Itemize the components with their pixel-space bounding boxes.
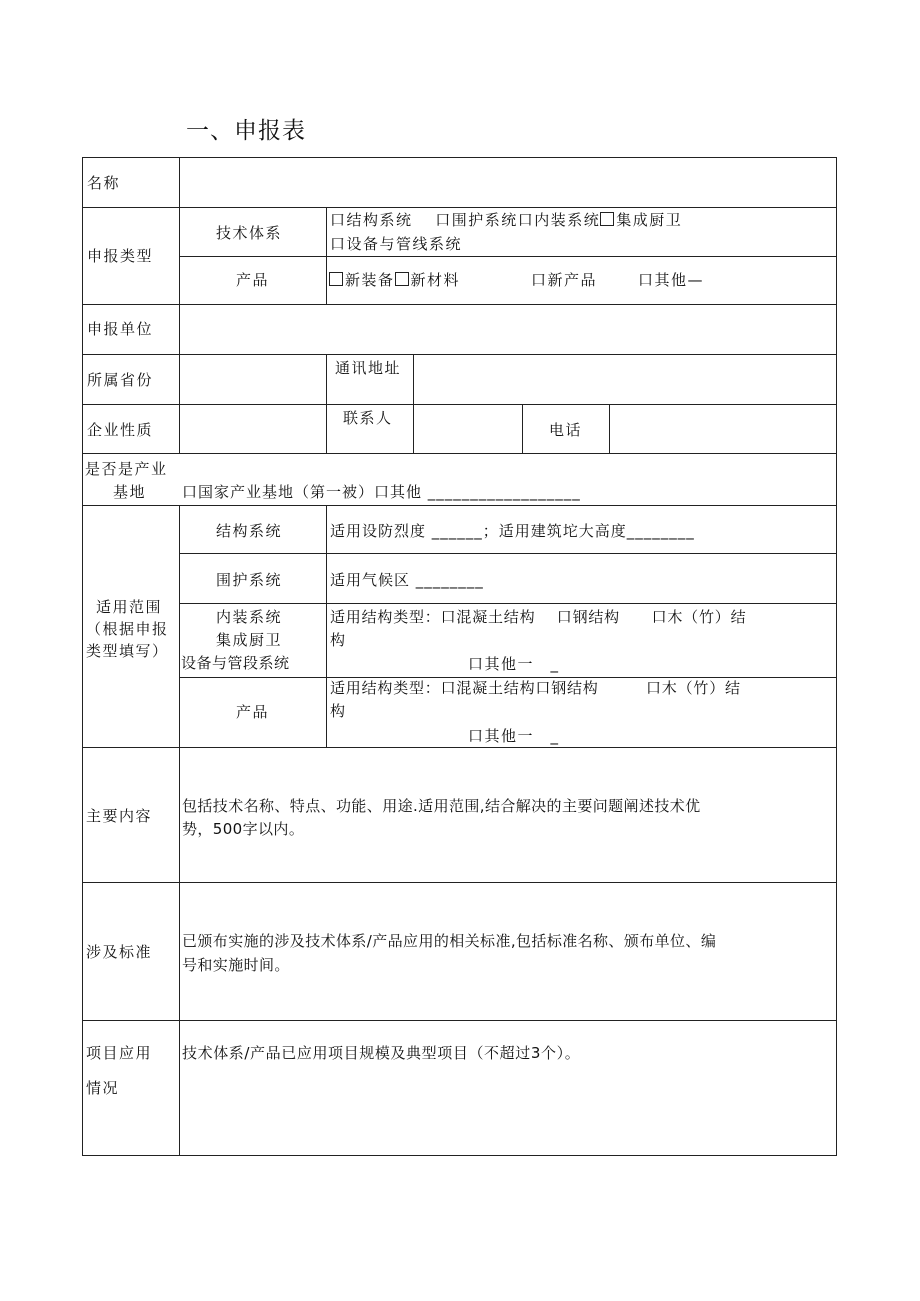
table-border-bottom [82,1155,837,1156]
base-label-line2: 基地 [113,483,147,501]
enclosure-system-value: 适用气候区 ________ [330,571,484,589]
page-title: 一、申报表 [186,118,306,144]
col-divider [326,207,327,304]
phone-label: 电话 [549,421,583,439]
new-material-checkbox[interactable] [395,272,409,286]
tech-system-options-text: 口结构系统 口围护系统口内装系统 [330,211,601,229]
content-value-line1: 包括技术名称、特点、功能、用途.适用范围,结合解决的主要问题阐述技术优 [182,797,701,815]
projects-label-line1: 项目应用 [86,1044,153,1062]
content-value-line2: 势，500字以内。 [182,820,305,838]
projects-value: 技术体系/产品已应用项目规模及典型项目（不超过3个）。 [182,1044,581,1062]
scope-label-line1: 适用范围 [96,598,163,616]
nature-label: 企业性质 [87,421,154,439]
tech-system-options-line1 [330,209,682,232]
kitchen-option-label: 集成厨卫 [616,211,683,229]
tech-system-options-line2: 口设备与管线系统 [330,235,463,253]
structure-system-value: 适用设防烈度 ______；适用建筑坨大高度________ [330,522,695,540]
scope-product-value-line3: 口其他一 _ [468,727,560,745]
unit-label: 申报单位 [87,320,154,338]
scope-label-line2: （根据申报 [86,620,169,638]
standards-label: 涉及标准 [86,943,153,961]
col-divider [522,404,523,453]
interior-value-line3: 口其他一 _ [468,655,560,673]
col-divider [326,354,327,453]
row-divider [82,505,837,506]
row-divider [82,354,837,355]
name-label: 名称 [87,174,121,192]
new-equipment-label: 新装备 [345,271,395,289]
col-divider [326,505,327,747]
row-divider [82,453,837,454]
base-label-line1: 是否是产业 [85,460,168,478]
interior-value-line1: 适用结构类型：口混凝土结构 口钢结构 口木（竹）结 [330,608,747,626]
scope-label-line3: 类型填写） [86,642,169,660]
new-product-option: 口新产品 [531,271,598,289]
row-divider [179,256,837,257]
type-label: 申报类型 [87,247,154,265]
col-divider [179,505,180,1156]
scope-product-label: 产品 [236,703,270,721]
row-divider [82,1020,837,1021]
row-divider [82,207,837,208]
projects-label-line2: 情况 [86,1079,120,1097]
contact-label: 联系人 [343,409,393,427]
new-material-label: 新材料 [410,271,461,289]
row-divider [82,404,837,405]
col-divider [413,354,414,453]
content-label: 主要内容 [86,807,153,825]
address-label: 通讯地址 [335,359,402,377]
row-divider [82,304,837,305]
interior-label-line2: 集成厨卫 [216,631,283,649]
standards-value-line2: 号和实施时间。 [182,956,290,974]
interior-value-line2: 构 [330,631,347,649]
base-value: 口国家产业基地（第一被）口其他 __________________ [182,483,581,501]
row-divider [82,882,837,883]
province-label: 所属省份 [87,371,154,389]
table-border-top [82,157,837,158]
table-border-left [82,157,83,1156]
col-divider [179,157,180,453]
interior-label-line1: 内装系统 [216,608,283,626]
scope-product-value-line2: 构 [330,702,347,720]
product-options [329,269,460,292]
new-equipment-checkbox[interactable] [329,272,343,286]
other-product-option: 口其他— [638,271,705,289]
enclosure-system-label: 围护系统 [216,571,283,589]
col-divider [609,404,610,453]
structure-system-label: 结构系统 [216,522,283,540]
interior-label-line3: 设备与管段系统 [181,654,290,672]
row-divider [82,747,837,748]
tech-system-label: 技术体系 [216,224,283,242]
kitchen-checkbox[interactable] [600,212,614,226]
table-border-right [836,157,837,1156]
scope-product-value-line1: 适用结构类型：口混凝土结构口钢结构 口木（竹）结 [330,679,741,697]
standards-value-line1: 已颁布实施的涉及技术体系/产品应用的相关标准,包括标准名称、颁布单位、编 [182,932,717,950]
row-divider [179,603,837,604]
product-label: 产品 [236,271,270,289]
row-divider [179,553,837,554]
